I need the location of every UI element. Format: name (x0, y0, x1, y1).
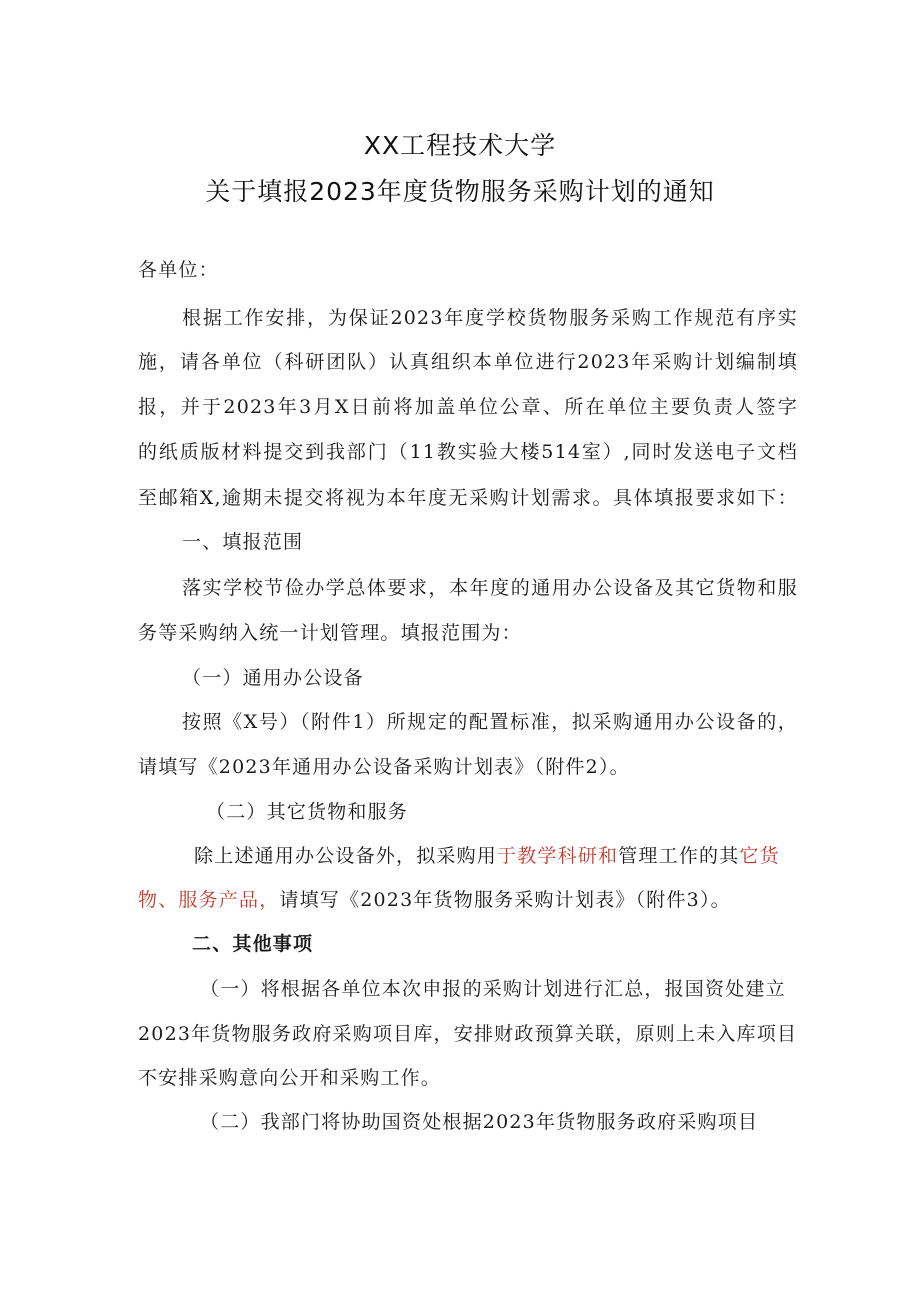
section1-line-1: 落实学校节俭办学总体要求，本年度的通用办公设备及其它货物和服 (182, 577, 798, 599)
intro-line-2: 施，请各单位（科研团队）认真组织本单位进行2023年采购计划编制填 (138, 351, 798, 373)
intro-line-3: 报，并于2023年3月X日前将加盖单位公章、所在单位主要负责人签字 (138, 396, 798, 418)
section1-line-2: 务等采购纳入统一计划管理。填报范围为： (138, 622, 522, 644)
intro-line-1: 根据工作安排，为保证2023年度学校货物服务采购工作规范有序实 (182, 307, 798, 329)
section2-item2-line-1: （二）我部门将协助国资处根据2023年货物服务政府采购项目 (200, 1111, 759, 1133)
sub2-heading: （二）其它货物和服务 (206, 801, 409, 823)
section2-item1-line-1: （一）将根据各单位本次申报的采购计划进行汇总，报国资处建立 (200, 978, 786, 1000)
salutation: 各单位： (138, 259, 219, 281)
sub1-line-2: 请填写《2023年通用办公设备采购计划表》（附件2）。 (138, 756, 630, 778)
section2-item1-line-3: 不安排采购意向公开和采购工作。 (138, 1067, 442, 1089)
section2-item1-line-2: 2023年货物服务政府采购项目库，安排财政预算关联，原则上未入库项目 (138, 1023, 798, 1045)
sub1-line-1: 按照《X号）（附件1）所规定的配置标准，拟采购通用办公设备的， (182, 711, 798, 733)
sub2-line-1-part-b: 管理工作的其 (618, 845, 740, 867)
sub2-line-1-highlight-1: 于教学科研和 (497, 845, 619, 867)
sub2-line-1 (194, 844, 798, 868)
sub2-line-2 (138, 888, 798, 912)
sub2-line-1-highlight-2: 它货 (739, 845, 780, 867)
sub1-heading: （一）通用办公设备 (182, 667, 364, 689)
sub2-line-1-part-a: 除上述通用办公设备外，拟采购用 (194, 845, 498, 867)
intro-line-5: 至邮箱X,逾期未提交将视为本年度无采购计划需求。具体填报要求如下： (138, 487, 798, 509)
sub2-line-2-highlight: 物、服务产品， (138, 889, 280, 911)
section2-heading: 二、其他事项 (192, 933, 314, 955)
section1-heading: 一、填报范围 (182, 531, 304, 553)
document-title-line1: XX工程技术大学 (363, 131, 557, 160)
document-title-line2: 关于填报2023年度货物服务采购计划的通知 (205, 177, 715, 206)
sub2-line-2-part-b: 请填写《2023年货物服务采购计划表》（附件3）。 (279, 889, 731, 911)
intro-line-4: 的纸质版材料提交到我部门（11教实验大楼514室）,同时发送电子文档 (138, 441, 798, 463)
